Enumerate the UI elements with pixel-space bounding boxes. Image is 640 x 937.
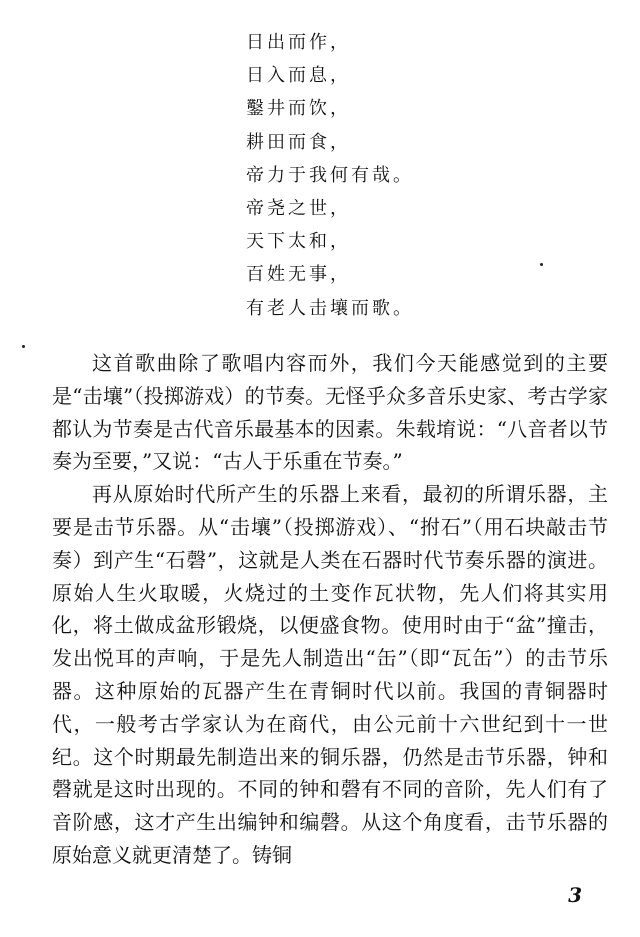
poem-line: 百姓无事， — [246, 264, 351, 286]
body-text — [52, 347, 608, 872]
scan-speck — [540, 263, 543, 266]
poem-line: 日入而息， — [246, 65, 351, 87]
poem-line: 帝尧之世， — [246, 198, 351, 220]
poem-line: 天下太和， — [246, 231, 351, 253]
poem-line: 鑿井而饮， — [246, 98, 351, 120]
paragraph: 再从原始时代所产生的乐器上来看，最初的所谓乐器，主要是击节乐器。从“击壤”（投掷游戏）、“拊石”（用石块敲击节奏）到产生“石磬”，这就是人类在石器时代节奏乐器的演进。原始人生火取暖，火烧过的土变作瓦状物，先人们将其实用化，将土做成盆形锻烧，以便盛食物。使用时由于“盆”撞击，发出悦耳的声响，于是先人制造出“缶”（即“瓦缶”）的击节乐器。这种原始的瓦器产生在青铜时代以前。我国的青铜器时代，一般考古学家认为在商代，由公元前十六世纪到十一世纪。这个时期最先制造出来的铜乐器，仍然是击节乐器，钟和磬就是这时出现的。不同的钟和磬有不同的音阶，先人们有了音阶感，这才产生出编钟和编磬。从这个角度看，击节乐器的原始意义就更清楚了。铸铜 — [52, 482, 608, 867]
page-number: 3 — [568, 883, 582, 907]
poem-line: 帝力于我何有哉。 — [246, 164, 414, 186]
poem-line: 有老人击壤而歌。 — [246, 297, 414, 319]
poem-block — [246, 26, 414, 325]
poem-line: 耕田而食， — [246, 131, 351, 153]
paragraph: 这首歌曲除了歌唱内容而外，我们今天能感觉到的主要是“击壤”（投掷游戏）的节奏。无怪乎众多音乐史家、考古学家都认为节奏是古代音乐最基本的因素。朱载堉说：“八音者以节奏为至要，”又说：“古人于乐重在节奏。” — [52, 351, 608, 474]
poem-line: 日出而作， — [246, 32, 351, 53]
scan-speck — [22, 345, 25, 348]
